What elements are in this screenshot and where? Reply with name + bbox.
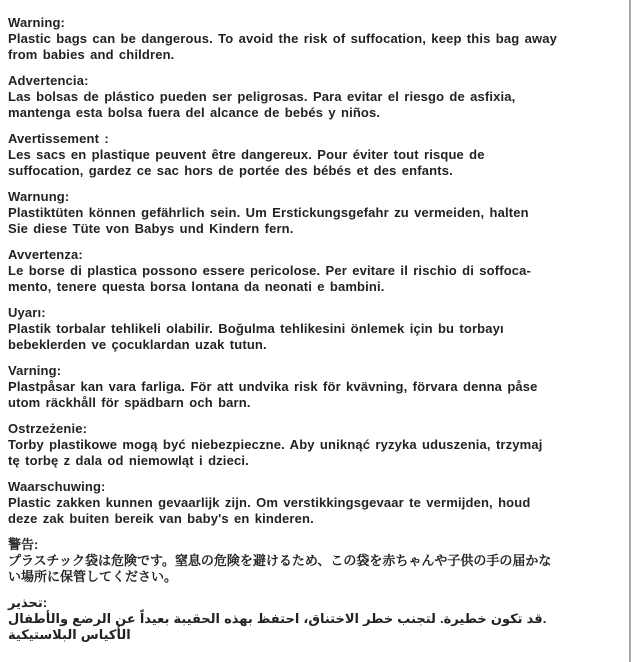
section-header-japanese: 警告: [8,537,39,552]
section-header-polish: Ostrzeżenie: [8,421,88,436]
text-line: bebeklerden ve çocuklardan uzak tutun. [8,337,267,352]
text-line: Plastpåsar kan vara farliga. För att undvika risk för kvävning, förvara denna påse [8,379,538,394]
text-line: Plastik torbalar tehlikeli olabilir. Boğulma tehlikesini önlemek için bu torbayı [8,321,504,336]
text-line: tę torbę z dala od niemowląt i dzieci. [8,453,249,468]
text-line: Plastic bags can be dangerous. To avoid the risk of suffocation, keep this bag away [8,31,557,46]
warning-section-swedish [8,363,624,411]
warning-section-arabic [8,595,624,643]
text-line: mantenga esta bolsa fuera del alcance de bebés y niños. [8,105,381,120]
text-line: Sie diese Tüte von Babys und Kindern fern. [8,221,294,236]
section-header-dutch: Waarschuwing: [8,479,106,494]
warning-section-german [8,189,624,237]
text-line: い場所に保管してください。 [8,569,178,584]
warning-section-turkish [8,305,624,353]
warning-section-english [8,15,624,63]
text-line: Les sacs en plastique peuvent être dangereux. Pour éviter tout risque de [8,147,485,162]
page-edge-line [629,0,631,662]
text-line: Torby plastikowe mogą być niebezpieczne. Aby uniknąć ryzyka uduszenia, trzymaj [8,437,543,452]
section-header-french: Avertissement : [8,131,109,146]
text-line: Las bolsas de plástico pueden ser peligrosas. Para evitar el riesgo de asfixia, [8,89,516,104]
text-line: Plastiktüten können gefährlich sein. Um Erstickungsgefahr zu vermeiden, halten [8,205,529,220]
text-line: utom räckhåll för spädbarn och barn. [8,395,251,410]
section-header-spanish: Advertencia: [8,73,89,88]
text-line: プラスチック袋は危険です。窒息の危険を避けるため、この袋を赤ちゃんや子供の手の届かな [8,553,552,568]
warning-section-polish [8,421,624,469]
warning-section-japanese [8,537,624,585]
warning-section-spanish [8,73,624,121]
section-header-arabic: تحذير: [8,595,48,610]
section-header-turkish: Uyarı: [8,305,46,320]
warning-section-dutch [8,479,624,527]
section-header-italian: Avvertenza: [8,247,83,262]
multilingual-warning-text [8,15,624,653]
section-header-english: Warning: [8,15,66,30]
text-line: قد تكون خطيرة. لتجنب خطر الاختناق، احتفظ بهذه الحقيبة بعيداً عن الرضع والأطفال. [8,611,547,626]
text-line: suffocation, gardez ce sac hors de portée des bébés et des enfants. [8,163,453,178]
text-line: الأكياس البلاستيكية [8,627,131,642]
warning-section-italian [8,247,624,295]
section-header-swedish: Varning: [8,363,62,378]
text-line: mento, tenere questa borsa lontana da neonati e bambini. [8,279,385,294]
warning-section-french [8,131,624,179]
text-line: Le borse di plastica possono essere pericolose. Per evitare il rischio di soffoca- [8,263,532,278]
text-line: from babies and children. [8,47,175,62]
section-header-german: Warnung: [8,189,70,204]
text-line: deze zak buiten bereik van baby's en kinderen. [8,511,314,526]
text-line: Plastic zakken kunnen gevaarlijk zijn. Om verstikkingsgevaar te vermijden, houd [8,495,531,510]
